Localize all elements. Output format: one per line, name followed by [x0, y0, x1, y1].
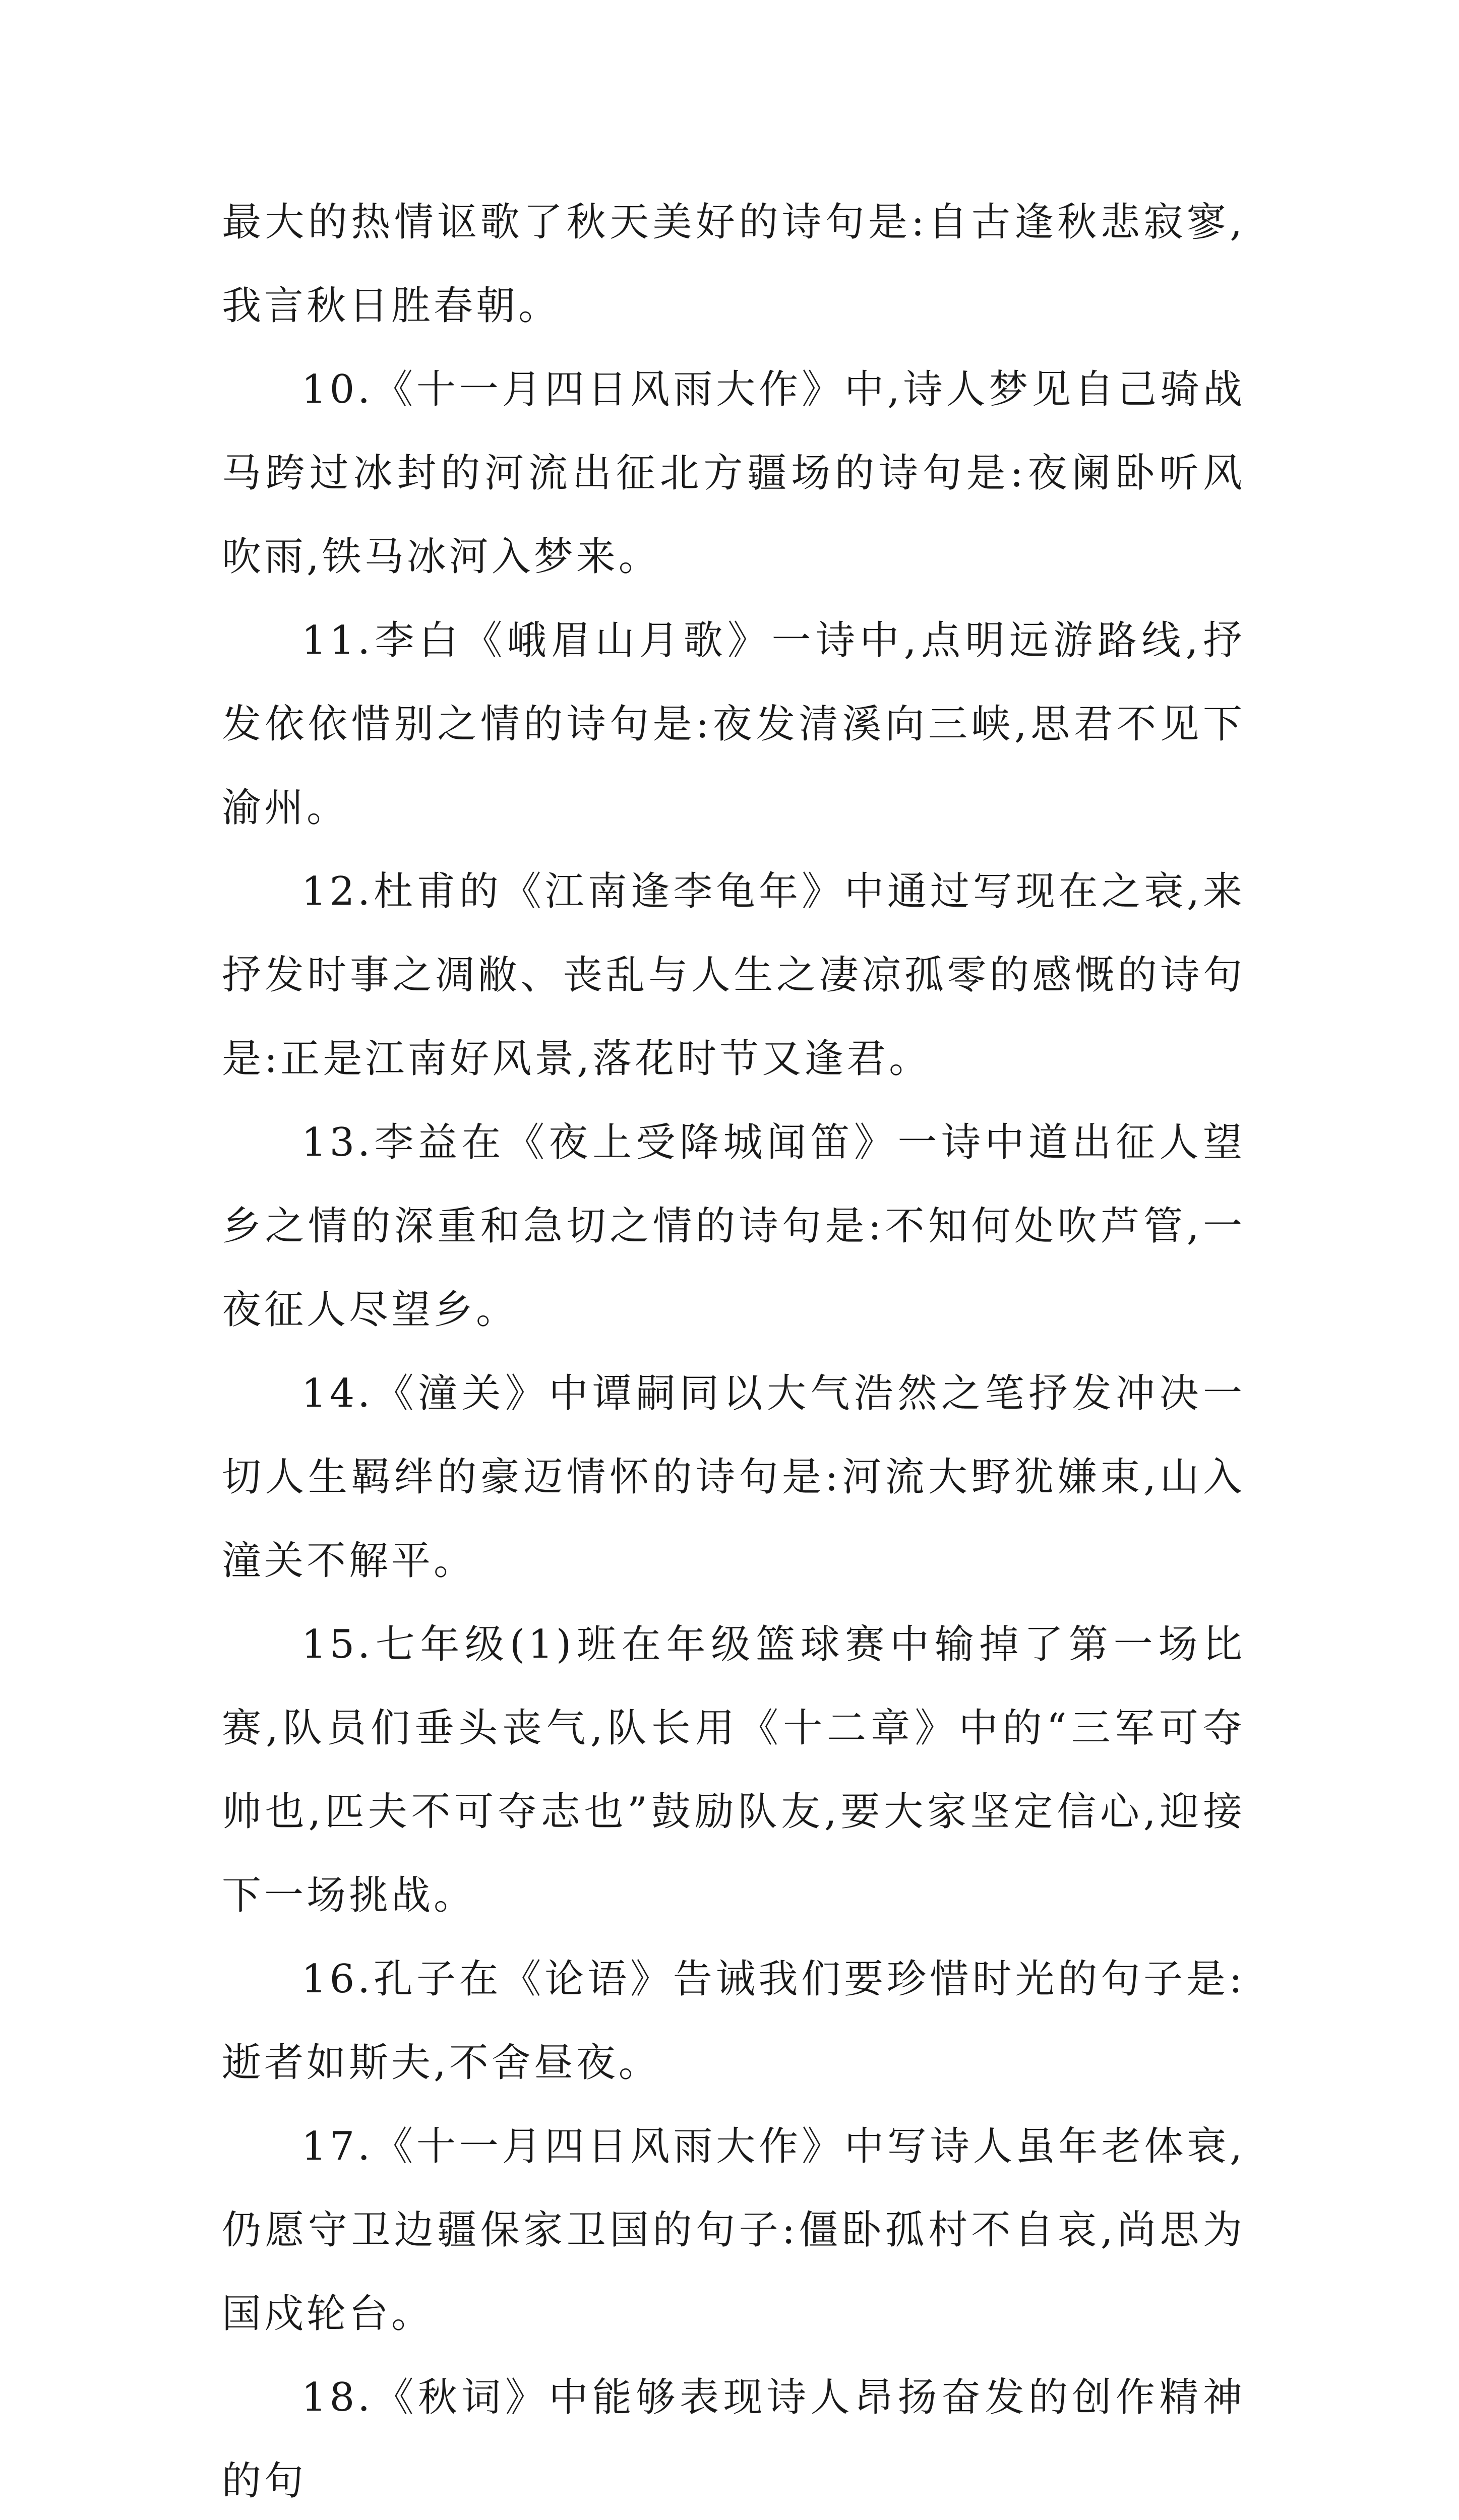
paragraph-item-14: 14.《潼关》中谭嗣同以大气浩然之笔抒发冲决一切人生羁绊的豪迈情怀的诗句是:河流大野犹嫌束,山入潼关不解平。 — [222, 1371, 1245, 1584]
document-body — [222, 180, 1245, 2520]
paragraph-item-18: 18.《秋词》中能够表现诗人昂扬奋发的创作精神的句 — [222, 2375, 1245, 2504]
paragraph-item-11: 11.李白《峨眉山月歌》一诗中,点明远游路线,抒发依依惜别之情的诗句是:夜发清溪向三峡,思君不见下渝州。 — [222, 618, 1245, 831]
paragraph-item-12: 12.杜甫的《江南逢李龟年》中通过写现在之衰,来抒发时事之凋敝、丧乱与人生之凄凉孤零的感慨的诗句是:正是江南好风景,落花时节又逢君。 — [222, 869, 1245, 1082]
paragraph-item-15: 15.七年级(1)班在年级篮球赛中输掉了第一场比赛,队员们垂头丧气,队长用《十二章》中的“三军可夺帅也,匹夫不可夺志也”鼓励队友,要大家坚定信心,迎接下一场挑战。 — [222, 1622, 1245, 1918]
paragraph-continuation: 最大的热情讴歌了秋天美好的诗句是:自古逢秋悲寂寥,我言秋日胜春朝。 — [222, 200, 1245, 329]
paragraph-item-10: 10.《十一月四日风雨大作》中,诗人梦见自己骑战马跨过冰封的河流出征北方疆场的诗句是:夜阑卧听风吹雨,铁马冰河入梦来。 — [222, 367, 1245, 580]
paragraph-item-16: 16.孔子在《论语》告诫我们要珍惜时光的句子是:逝者如斯夫,不舍昼夜。 — [222, 1957, 1245, 2086]
paragraph-item-17: 17.《十一月四日风雨大作》中写诗人虽年老体衰,仍愿守卫边疆保家卫国的句子:僵卧孤村不自哀,尚思为国戍轮台。 — [222, 2124, 1245, 2337]
paragraph-item-13: 13.李益在《夜上受降城闻笛》一诗中道出征人望乡之情的深重和急切之情的诗句是:不知何处吹芦管,一夜征人尽望乡。 — [222, 1120, 1245, 1333]
